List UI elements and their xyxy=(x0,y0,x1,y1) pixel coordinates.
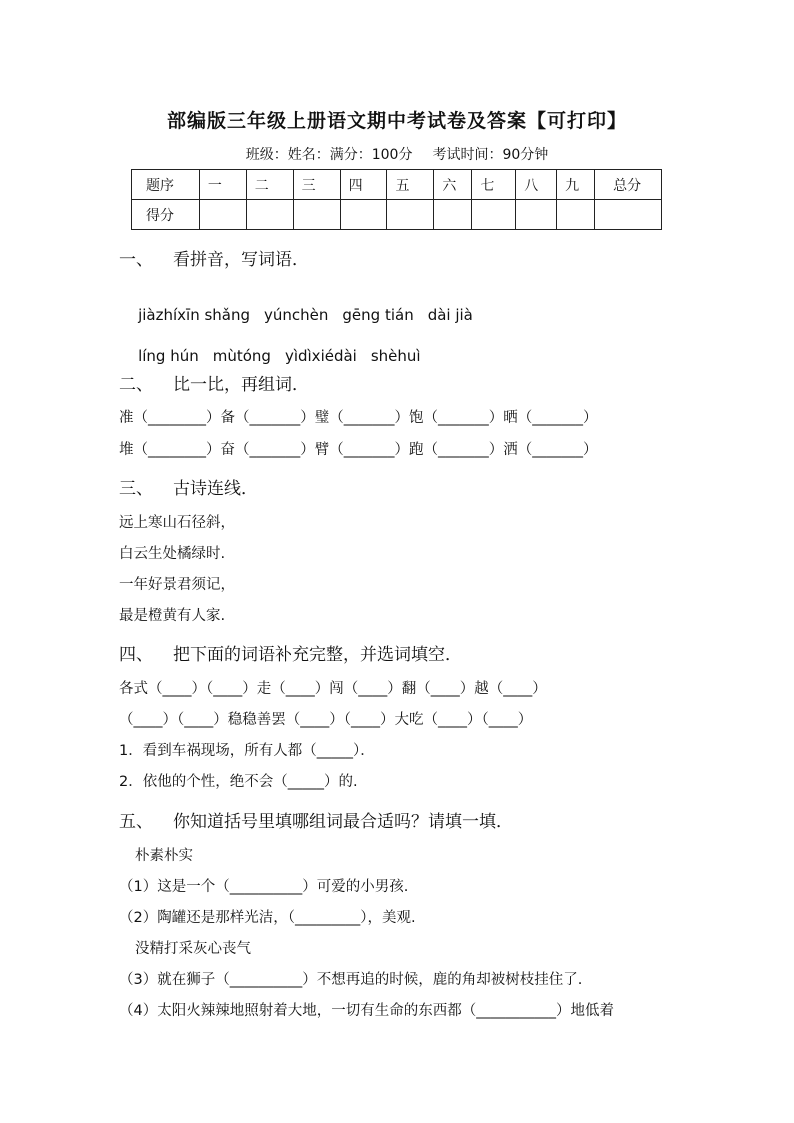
pinyin-item: gēng tián xyxy=(342,306,414,324)
word-group-1: 朴素朴实 xyxy=(135,848,193,864)
table-header-cell: 二 xyxy=(246,170,293,200)
poem-line[interactable]: 远上寒山石径斜， xyxy=(119,515,235,531)
section-number: 二、 xyxy=(119,375,153,395)
section-title: 把下面的词语补充完整，并选词填空． xyxy=(173,645,462,665)
fill-question-1[interactable]: （1）这是一个（__________）可爱的小男孩. xyxy=(119,879,409,895)
pinyin-item: dài jià xyxy=(427,306,473,324)
section-number: 一、 xyxy=(119,250,153,270)
score-cell[interactable] xyxy=(516,200,557,230)
pinyin-item: yúnchèn xyxy=(264,306,329,324)
poem-line[interactable]: 一年好景君须记， xyxy=(119,577,235,593)
class-info: 班级：姓名：满分：100分 xyxy=(245,147,413,163)
table-header-cell: 总分 xyxy=(595,170,662,200)
section-5-heading xyxy=(119,807,513,832)
pinyin-item: shèhuì xyxy=(370,347,421,365)
section-title: 你知道括号里填哪组词最合适吗？请填一填． xyxy=(173,812,513,832)
word-group-2: 没精打采灰心丧气 xyxy=(135,941,251,957)
table-header-cell: 九 xyxy=(557,170,595,200)
section-1-heading xyxy=(119,245,309,270)
compare-row-1[interactable]: 准（________）备（_______）璧（_______）饱（_______）晒（_______） xyxy=(119,410,598,426)
pinyin-item: mùtóng xyxy=(212,347,271,365)
pinyin-item: líng hún xyxy=(138,347,199,365)
poem-line[interactable]: 白云生处橘绿时. xyxy=(119,546,226,562)
score-cell[interactable] xyxy=(340,200,387,230)
section-title: 比一比，再组词． xyxy=(173,375,309,395)
fill-question-4[interactable]: （4）太阳火辣辣地照射着大地，一切有生命的东西都（___________）地低着 xyxy=(119,1003,614,1019)
section-2-heading xyxy=(119,370,309,395)
idiom-row-2[interactable]: （____）（____）稳稳善罢（____）（____）大吃（____）（____） xyxy=(119,712,533,728)
section-number: 三、 xyxy=(119,479,153,499)
score-cell[interactable] xyxy=(246,200,293,230)
exam-info xyxy=(0,144,794,164)
compare-row-2[interactable]: 堆（________）奋（_______）臂（_______）跑（_______）洒（_______） xyxy=(119,442,598,458)
score-cell[interactable] xyxy=(387,200,434,230)
score-cell[interactable] xyxy=(557,200,595,230)
idiom-question-1[interactable]: 1．看到车祸现场，所有人都（_____）． xyxy=(119,743,375,759)
score-cell[interactable] xyxy=(199,200,246,230)
table-header-cell: 六 xyxy=(434,170,472,200)
score-table-header-row xyxy=(132,170,662,200)
page-title: 部编版三年级上册语文期中考试卷及答案【可打印】 xyxy=(166,110,627,132)
score-row-label: 得分 xyxy=(132,200,200,230)
idiom-question-2[interactable]: 2．依他的个性，绝不会（_____）的. xyxy=(119,774,358,790)
section-3-heading xyxy=(119,474,258,499)
section-4-heading xyxy=(119,640,462,665)
section-title: 看拼音，写词语． xyxy=(173,250,309,270)
score-table-score-row xyxy=(132,200,662,230)
table-header-cell: 一 xyxy=(199,170,246,200)
idiom-row-1[interactable]: 各式（____）（____）走（____）闯（____）翻（____）越（____） xyxy=(119,681,547,697)
pinyin-item: jiàzhíxīn shǎng xyxy=(138,306,251,324)
fill-question-3[interactable]: （3）就在狮子（__________）不想再追的时候，鹿的角却被树枝挂住了. xyxy=(119,972,583,988)
pinyin-item: yìdìxiédài xyxy=(284,347,357,365)
score-cell[interactable] xyxy=(293,200,340,230)
section-number: 五、 xyxy=(119,812,153,832)
table-header-cell: 题序 xyxy=(132,170,200,200)
score-cell[interactable] xyxy=(472,200,516,230)
table-header-cell: 八 xyxy=(516,170,557,200)
table-header-cell: 七 xyxy=(472,170,516,200)
section-title: 古诗连线． xyxy=(173,479,258,499)
table-header-cell: 四 xyxy=(340,170,387,200)
score-cell[interactable] xyxy=(434,200,472,230)
fill-question-2[interactable]: （2）陶罐还是那样光洁，（_________），美观. xyxy=(119,910,416,926)
time-info: 考试时间：90分钟 xyxy=(432,147,549,163)
score-table xyxy=(131,169,662,230)
table-header-cell: 五 xyxy=(387,170,434,200)
score-cell[interactable] xyxy=(595,200,662,230)
section-number: 四、 xyxy=(119,645,153,665)
poem-line[interactable]: 最是橙黄有人家. xyxy=(119,608,226,624)
table-header-cell: 三 xyxy=(293,170,340,200)
